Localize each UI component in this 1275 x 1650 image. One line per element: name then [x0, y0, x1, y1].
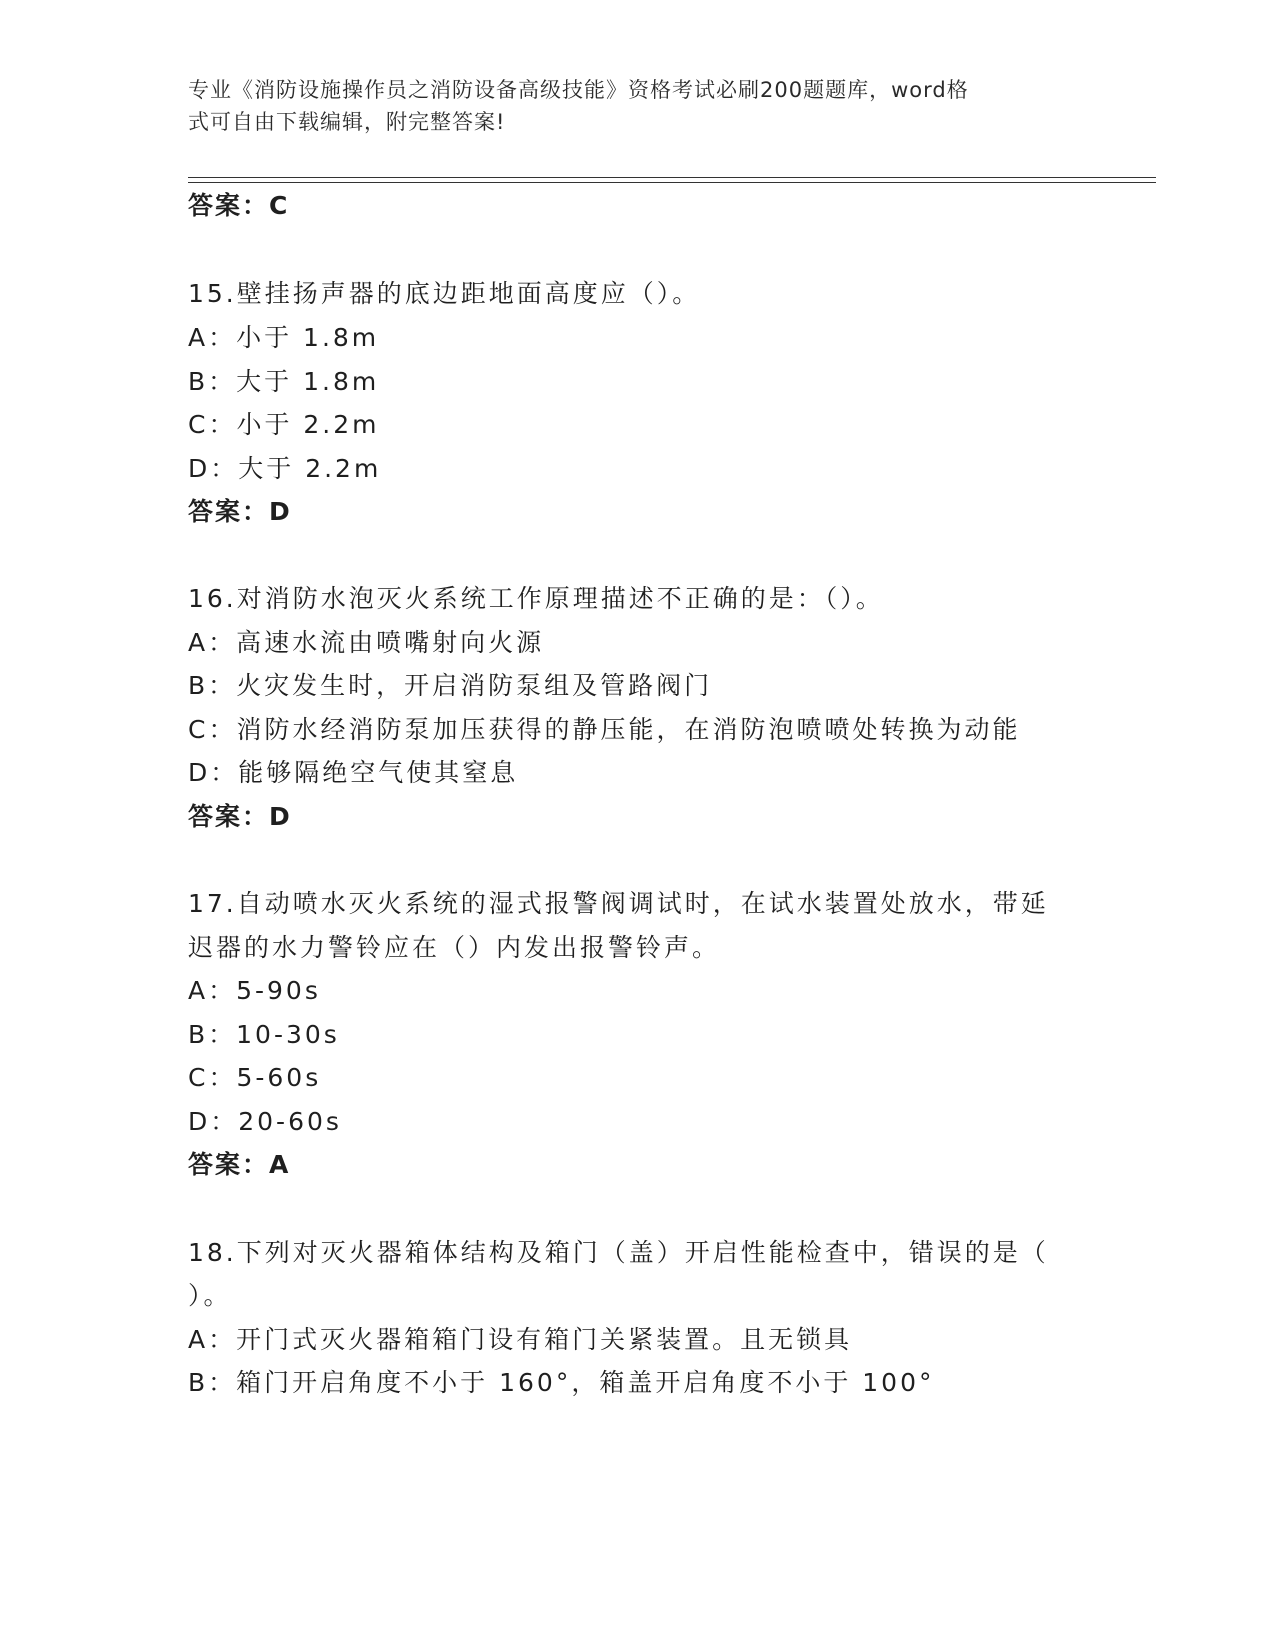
question-17-stem-line-2: 迟器的水力警铃应在（）内发出报警铃声。 — [188, 933, 721, 962]
question-16-option-b: B：火灾发生时，开启消防泵组及管路阀门 — [188, 671, 713, 700]
question-15-option-a: A：小于 1.8m — [188, 323, 380, 352]
question-15-option-c: C：小于 2.2m — [188, 410, 380, 439]
question-16-stem: 16.对消防水泡灭火系统工作原理描述不正确的是：（）。 — [188, 584, 884, 613]
question-17-option-d: D：20-60s — [188, 1107, 342, 1136]
question-16-option-c: C：消防水经消防泵加压获得的静压能，在消防泡喷喷处转换为动能 — [188, 715, 1021, 744]
header-line-1: 专业《消防设施操作员之消防设备高级技能》资格考试必刷200题题库，word格 — [188, 78, 969, 102]
question-17-option-a: A：5-90s — [188, 976, 321, 1005]
question-16-answer: 答案：D — [188, 802, 292, 831]
document-header — [188, 74, 1088, 138]
header-line-2: 式可自由下载编辑，附完整答案! — [188, 110, 506, 134]
question-17-option-b: B：10-30s — [188, 1020, 340, 1049]
question-15-stem: 15.壁挂扬声器的底边距地面高度应（）。 — [188, 279, 701, 308]
header-divider-top — [188, 177, 1156, 178]
question-15-option-b: B：大于 1.8m — [188, 367, 380, 396]
question-15-answer: 答案：D — [188, 497, 292, 526]
question-18-option-b: B：箱门开启角度不小于 160°，箱盖开启角度不小于 100° — [188, 1368, 935, 1397]
question-17-option-c: C：5-60s — [188, 1063, 322, 1092]
question-15-option-d: D：大于 2.2m — [188, 454, 382, 483]
question-16-option-a: A：高速水流由喷嘴射向火源 — [188, 628, 545, 657]
question-18-option-a: A：开门式灭火器箱箱门设有箱门关紧装置。且无锁具 — [188, 1325, 853, 1354]
question-17-stem-line-1: 17.自动喷水灭火系统的湿式报警阀调试时，在试水装置处放水，带延 — [188, 889, 1049, 918]
question-16-option-d: D：能够隔绝空气使其窒息 — [188, 758, 519, 787]
question-18-stem-line-1: 18.下列对灭火器箱体结构及箱门（盖）开启性能检查中，错误的是（ — [188, 1238, 1049, 1267]
header-divider-bottom — [188, 182, 1156, 183]
question-18-stem-line-2: ）。 — [188, 1281, 232, 1310]
question-17-answer: 答案：A — [188, 1150, 291, 1179]
previous-answer: 答案：C — [188, 191, 290, 220]
